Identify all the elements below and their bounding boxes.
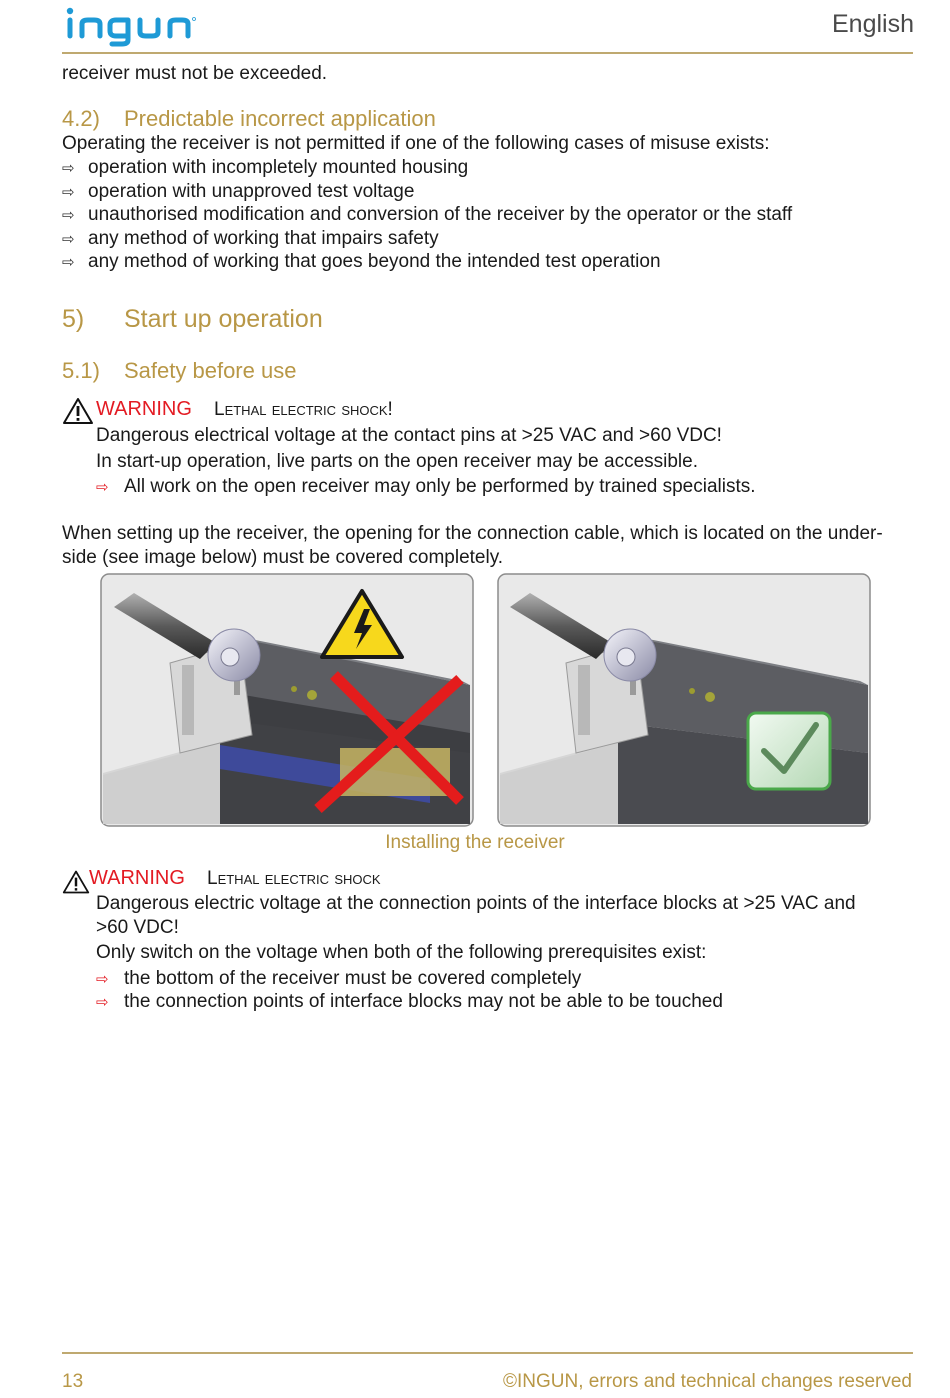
warning-heading: Lethal electric shock! bbox=[214, 399, 393, 420]
installing-receiver-figure bbox=[100, 573, 872, 828]
misuse-item: ⇨ operation with incompletely mounted housing bbox=[62, 156, 468, 181]
section-5-1-heading: 5.1) Safety before use bbox=[62, 358, 297, 383]
figure-caption: Installing the receiver bbox=[385, 832, 565, 853]
misuse-item: ⇨ any method of working that impairs safety bbox=[62, 227, 439, 252]
warning-1-row bbox=[62, 397, 662, 425]
warning-1-line: Dangerous electrical voltage at the contact pins at >25 VAC and >60 VDC! bbox=[96, 425, 722, 446]
section-4-2-heading: 4.2) Predictable incorrect application bbox=[62, 106, 436, 131]
warning-label: WARNING bbox=[96, 398, 192, 420]
warning-label: WARNING bbox=[89, 867, 185, 889]
misuse-item: ⇨ operation with unapproved test voltage bbox=[62, 180, 414, 205]
section-5-heading: 5) Start up operation bbox=[62, 305, 323, 333]
header-rule bbox=[62, 52, 913, 54]
footer-rule bbox=[62, 1352, 913, 1354]
section-4-2-lead: Operating the receiver is not permitted if one of the following cases of misuse exists: bbox=[62, 133, 770, 154]
misuse-item: ⇨ unauthorised modification and conversion of the receiver by the operator or the staff bbox=[62, 203, 792, 228]
warning-2-line: >60 VDC! bbox=[96, 917, 179, 938]
arrow-right-icon: ⇨ bbox=[62, 231, 75, 248]
language-label: English bbox=[832, 10, 914, 38]
incorrect-installation-image bbox=[101, 574, 473, 826]
intro-line: receiver must not be exceeded. bbox=[62, 63, 328, 84]
footer-copyright: ©INGUN, errors and technical changes reserved bbox=[503, 1371, 912, 1392]
correct-installation-image bbox=[498, 574, 870, 826]
warning-2-line: Dangerous electric voltage at the connection points of the interface blocks at >25 VAC and bbox=[96, 893, 856, 914]
warning-1-item: ⇨ All work on the open receiver may only be performed by trained specialists. bbox=[96, 475, 756, 500]
warning-2-line: Only switch on the voltage when both of the following prerequisites exist: bbox=[96, 942, 707, 963]
misuse-item: ⇨ any method of working that goes beyond the intended test operation bbox=[62, 250, 661, 275]
arrow-right-icon: ⇨ bbox=[62, 207, 75, 224]
warning-2-row bbox=[62, 866, 662, 894]
warning-1-line: In start-up operation, live parts on the open receiver may be accessible. bbox=[96, 451, 698, 472]
arrow-right-icon: ⇨ bbox=[62, 184, 75, 201]
arrow-right-icon: ⇨ bbox=[62, 254, 75, 271]
warning-2-item: ⇨ the bottom of the receiver must be covered completely bbox=[96, 967, 581, 992]
warning-triangle-icon bbox=[62, 869, 90, 895]
setup-text: When setting up the receiver, the opening for the connection cable, which is located on the under- bbox=[62, 523, 883, 544]
warning-2-item: ⇨ the connection points of interface blocks may not be able to be touched bbox=[96, 990, 723, 1015]
arrow-right-icon: ⇨ bbox=[62, 160, 75, 177]
arrow-right-icon: ⇨ bbox=[96, 479, 109, 496]
page-number: 13 bbox=[62, 1371, 84, 1392]
arrow-right-icon: ⇨ bbox=[96, 994, 109, 1011]
warning-triangle-icon bbox=[62, 397, 94, 425]
arrow-right-icon: ⇨ bbox=[96, 971, 109, 988]
warning-heading: Lethal electric shock bbox=[207, 868, 381, 889]
ingun-logo bbox=[64, 4, 224, 48]
setup-text: side (see image below) must be covered completely. bbox=[62, 547, 504, 568]
